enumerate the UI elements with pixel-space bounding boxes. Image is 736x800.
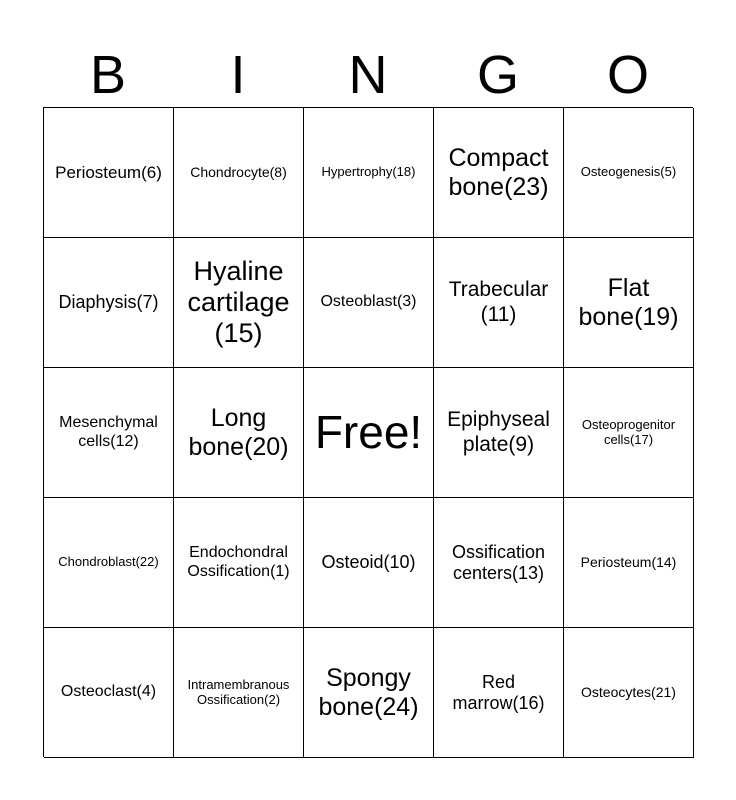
- cell-label: Ossification centers(13): [451, 541, 546, 583]
- cell-label: Intramembranous Ossification(2): [187, 676, 290, 707]
- bingo-cell-r2c4[interactable]: [434, 238, 564, 368]
- bingo-header: [43, 42, 693, 108]
- cell-label: Flat bone(19): [578, 273, 679, 331]
- cell-label: Hyaline cartilage (15): [187, 255, 290, 349]
- bingo-cell-r5c3[interactable]: [304, 628, 434, 758]
- cell-label: Osteoid(10): [321, 552, 416, 573]
- bingo-cell-r4c2[interactable]: [174, 498, 304, 628]
- bingo-cell-r5c5[interactable]: [564, 628, 694, 758]
- bingo-cell-r1c4[interactable]: [434, 108, 564, 238]
- bingo-cell-r4c4[interactable]: [434, 498, 564, 628]
- bingo-cell-r2c3[interactable]: [304, 238, 434, 368]
- bingo-cell-r5c1[interactable]: [44, 628, 174, 758]
- cell-label: Periosteum(6): [55, 162, 162, 182]
- bingo-cell-r2c5[interactable]: [564, 238, 694, 368]
- header-letter-o: O: [606, 45, 649, 105]
- bingo-cell-r2c2[interactable]: [174, 238, 304, 368]
- cell-label: Periosteum(14): [580, 554, 677, 571]
- bingo-cell-r1c1[interactable]: [44, 108, 174, 238]
- header-letter-n: N: [348, 45, 388, 105]
- bingo-cell-r1c2[interactable]: [174, 108, 304, 238]
- cell-label: Osteoclast(4): [60, 683, 157, 701]
- cell-label: Mesenchymal cells(12): [59, 414, 158, 450]
- bingo-cell-r1c3[interactable]: [304, 108, 434, 238]
- bingo-cell-r1c5[interactable]: [564, 108, 694, 238]
- bingo-cell-free[interactable]: [304, 368, 434, 498]
- bingo-cell-r3c2[interactable]: [174, 368, 304, 498]
- bingo-cell-r5c4[interactable]: [434, 628, 564, 758]
- cell-label: Chondroblast(22): [58, 554, 159, 570]
- cell-label: Hypertrophy(18): [321, 164, 416, 180]
- bingo-cell-r5c2[interactable]: [174, 628, 304, 758]
- bingo-cell-r3c4[interactable]: [434, 368, 564, 498]
- bingo-cell-r3c5[interactable]: [564, 368, 694, 498]
- cell-label: Osteoprogenitor cells(17): [581, 416, 676, 447]
- bingo-cell-r4c1[interactable]: [44, 498, 174, 628]
- cell-label: Endochondral Ossification(1): [187, 544, 290, 580]
- cell-label: Spongy bone(24): [318, 663, 419, 721]
- cell-label: Compact bone(23): [448, 143, 549, 201]
- free-space-label: Free!: [314, 406, 423, 459]
- cell-label: Red marrow(16): [452, 671, 545, 713]
- cell-label: Osteocytes(21): [581, 684, 676, 701]
- bingo-cell-r2c1[interactable]: [44, 238, 174, 368]
- cell-label: Long bone(20): [188, 403, 289, 461]
- cell-label: Diaphysis(7): [58, 292, 159, 313]
- cell-label: Trabecular (11): [448, 278, 549, 326]
- header-letter-i: I: [230, 45, 246, 105]
- header-letter-g: G: [476, 45, 519, 105]
- bingo-cell-r4c3[interactable]: [304, 498, 434, 628]
- cell-label: Chondrocyte(8): [190, 164, 287, 181]
- bingo-cell-r3c1[interactable]: [44, 368, 174, 498]
- cell-label: Epiphyseal plate(9): [447, 408, 550, 456]
- header-letter-b: B: [89, 45, 127, 105]
- bingo-card: [43, 107, 693, 757]
- cell-label: Osteoblast(3): [320, 293, 417, 311]
- cell-label: Osteogenesis(5): [580, 164, 677, 180]
- bingo-cell-r4c5[interactable]: [564, 498, 694, 628]
